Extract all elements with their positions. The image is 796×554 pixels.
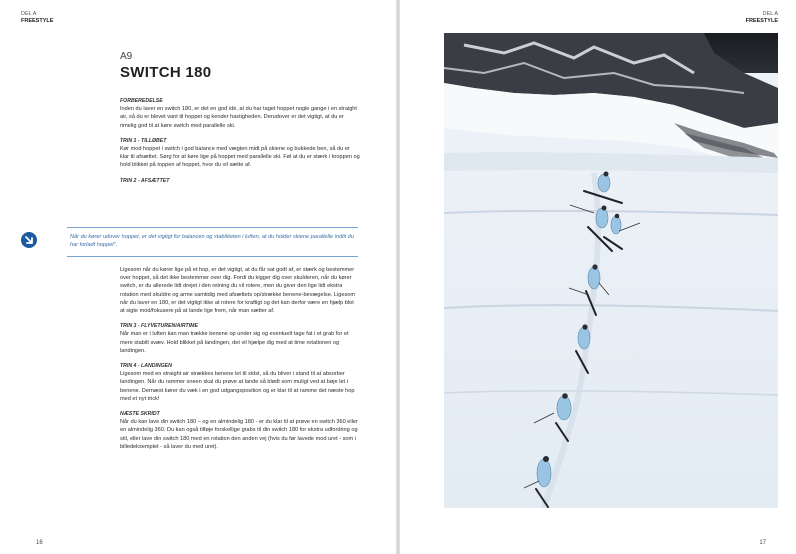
section-body: Kør mod hoppet i switch i god balance med vægten midt på skiene og bukkede ben, så du er klar til afsættet. Sørg for at køre lige på hoppet med parallelle ski. Føl at du er stærk i kroppen og hold blikket på toppen af hoppet, hvor du vil sætte af. [120, 146, 360, 169]
skier-sequence-photo [444, 33, 778, 508]
section-tag-right [746, 11, 778, 24]
tip-text: Når du kører udover hoppet, er det vigtigt for balancen og stabiliteten i luften, at du holder skiene parallelle indtil du har forladt hoppet". [70, 234, 354, 248]
tip-rule-top [67, 227, 358, 228]
page-title: SWITCH 180 [120, 64, 212, 81]
section-name: FREESTYLE [745, 17, 778, 24]
exercise-code: A9 [120, 51, 133, 62]
section-name: FREESTYLE [21, 17, 54, 24]
arrow-down-right-icon [21, 232, 37, 248]
section-body: Ligesom når du kører lige på et hop, er det vigtigt, at du får sat godt af, er stærk og bestemmer over hoppet, så det ikke bestemmer over dig. Fordi du kigger dig over skulderen, når du kører switch, er du allerede lidt drejet i den retning du vil rotere, men du giver den lige lidt ekstra rotation med skuldre og arme samtidig med afsættets op/strække benene-bevægelse. Ligesom når du laver en 180, er det vigtigt ikke at rotere for kraftigt og det kan derfor være en hjælp blot at sigte mod/fokusere på at lande lige frem, når man sætter af. [120, 267, 356, 315]
section-heading: TRIN 1 - TILLØBET [120, 137, 167, 144]
tip-rule-bottom [67, 256, 358, 257]
left-page [0, 0, 396, 554]
section-heading: TRIN 2 - AFSÆTTET [120, 177, 170, 184]
text-column-bottom [120, 266, 360, 451]
section-part: DEL A [21, 11, 37, 17]
text-column-top [120, 97, 360, 185]
section-heading: TRIN 3 - FLYVETUREN/AIRTIME [120, 323, 198, 330]
page-number-right: 17 [759, 540, 766, 546]
section-body: Ligesom med en straight air strækkes benene let til sidst, så du bliver i stand til at absorber landingen. Når du rammer sneen skal du prøve at lande så blødt som muligt ved at bøje let i benene. Dernæst kører du væk i en god udgangsposition og er klar til at ramme det næste hop med et nyt trick! [120, 371, 355, 402]
section-heading: TRIN 4 - LANDINGEN [120, 363, 172, 370]
section-heading: NÆSTE SKRIDT [120, 411, 160, 418]
section-body: Når man er i luften kan man trække benene op under sig og eventuelt tage fat i et grab for et mere stabilt svæv. Hold blikket på landingen, det vil hjælpe dig med at time rotationen og landingen. [120, 331, 349, 354]
section-heading: FORBEREDELSE [120, 98, 163, 104]
section-body: Når du kan lave din switch 180 – og en almindelig 180 - er du klar til at prøve en switch 360 eller en almindelig 360. Du kan også tilføje forskellige grabs til din switch 180 for ekstra udfordring og stil, eller lave din switch 180 med en rotation den anden vej (hvis du før lavede mod uret - som i billedeksemplet - så laver du med uret). [120, 419, 358, 450]
section-tag-left [21, 11, 53, 24]
section-part: DEL A [762, 11, 778, 17]
page-number-left: 16 [36, 540, 43, 546]
section-body: Inden du laver en switch 180, er det en god idé, at du har taget hoppet nogle gange i en straight air, så du er blevet vant til hoppet og kender hastigheden. Derudover er det vigtigt, at du er rimelig god til at køre switch med parallelle ski. [120, 106, 357, 129]
